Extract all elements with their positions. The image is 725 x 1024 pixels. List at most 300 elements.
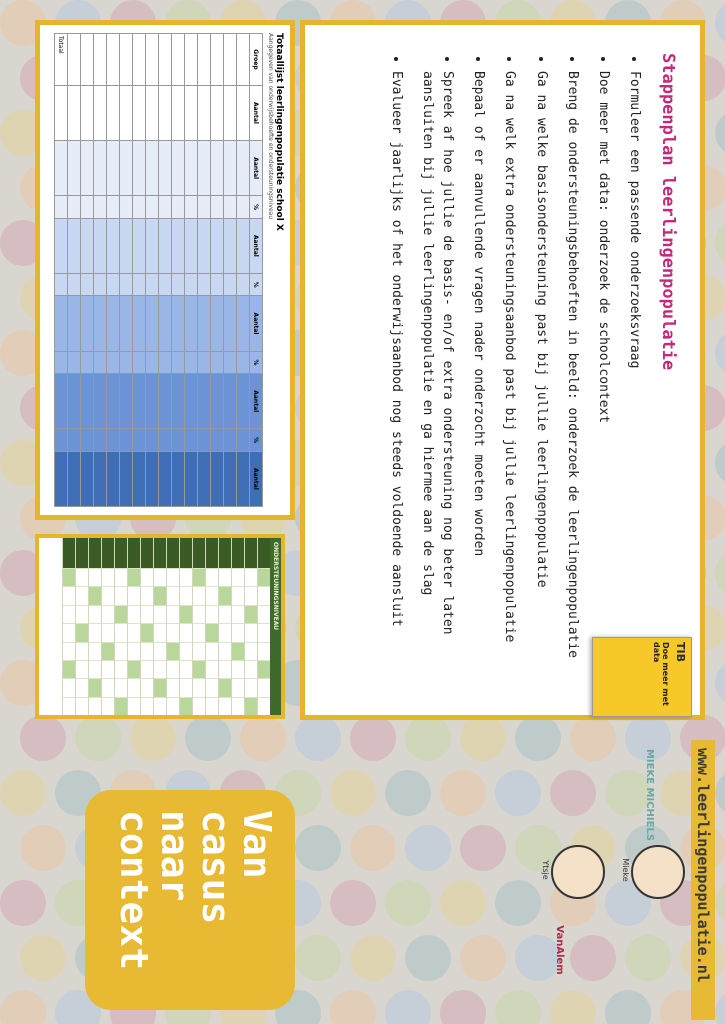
table-cell	[68, 374, 81, 429]
overview-cell	[180, 623, 192, 641]
overview-row	[101, 538, 114, 715]
overview-cell	[258, 605, 270, 623]
overview-row-label	[141, 538, 153, 568]
overview-cell	[63, 660, 75, 678]
table-cell	[120, 451, 133, 506]
overview-cell	[193, 605, 205, 623]
table-cell	[211, 141, 224, 196]
table-cell	[107, 374, 120, 429]
avatar-name: Mieke	[621, 858, 630, 882]
table-cell	[55, 451, 68, 506]
table-cell	[237, 273, 250, 296]
table-cell	[237, 196, 250, 219]
table-cell	[237, 374, 250, 429]
table-cell	[55, 196, 68, 219]
overview-cell	[63, 697, 75, 715]
overview-row	[257, 538, 270, 715]
table-cell	[224, 34, 237, 86]
col-pct: %	[250, 351, 263, 374]
overview-cell	[206, 605, 218, 623]
overview-cell	[245, 642, 257, 660]
table-cell	[55, 85, 68, 140]
table-row	[224, 34, 237, 507]
overview-cell	[206, 623, 218, 641]
table-cell	[107, 196, 120, 219]
col-aantal: Aantal	[250, 374, 263, 429]
table-cell	[68, 34, 81, 86]
table-cell	[68, 451, 81, 506]
table-cell	[211, 296, 224, 351]
table-cell	[224, 296, 237, 351]
overview-cell	[154, 586, 166, 604]
table-cell	[133, 218, 146, 273]
overview-cell	[245, 660, 257, 678]
overview-row	[62, 538, 75, 715]
title-line: context	[111, 810, 156, 971]
col-pct: %	[250, 429, 263, 452]
table-row	[68, 34, 81, 507]
steps-title: Stappenplan leerlingenpopulatie	[658, 53, 678, 371]
table-cell	[146, 273, 159, 296]
overview-cell	[141, 586, 153, 604]
overview-cell	[219, 623, 231, 641]
table-cell	[159, 85, 172, 140]
table-cell	[146, 141, 159, 196]
overview-cell	[232, 697, 244, 715]
table-cell	[159, 218, 172, 273]
table-cell	[94, 296, 107, 351]
table-cell	[81, 85, 94, 140]
table-cell	[224, 85, 237, 140]
table-cell	[107, 351, 120, 374]
table-cell	[237, 85, 250, 140]
table-cell	[68, 85, 81, 140]
table-cell	[107, 85, 120, 140]
table-cell	[68, 196, 81, 219]
step-item: • Bepaal of er aanvullende vragen nader onderzocht moeten worden	[468, 71, 488, 687]
logo-text: MIEKE MICHIELS	[644, 748, 655, 842]
overview-row	[244, 538, 257, 715]
overview-cell	[102, 660, 114, 678]
overview-cell	[232, 623, 244, 641]
table-cell	[81, 296, 94, 351]
population-table	[54, 33, 263, 507]
overview-cell	[89, 586, 101, 604]
overview-cell	[258, 697, 270, 715]
table-cell	[237, 218, 250, 273]
table-row	[81, 34, 94, 507]
table-cell	[81, 141, 94, 196]
table-cell	[224, 141, 237, 196]
table-cell	[55, 273, 68, 296]
overview-cell	[167, 660, 179, 678]
overview-cell	[89, 642, 101, 660]
overview-cell	[76, 623, 88, 641]
table-cell	[237, 296, 250, 351]
overview-cell	[76, 660, 88, 678]
table-cell	[81, 374, 94, 429]
table-cell	[68, 351, 81, 374]
table-cell	[107, 218, 120, 273]
overview-cell	[89, 605, 101, 623]
overview-cell	[102, 697, 114, 715]
overview-cell	[167, 568, 179, 586]
overview-cell	[141, 605, 153, 623]
table-row	[55, 34, 68, 507]
overview-header: ONDERSTEUNINGSNIVEAU	[270, 538, 281, 715]
table-cell	[172, 374, 185, 429]
table-cell	[81, 218, 94, 273]
overview-cell	[219, 642, 231, 660]
overview-cell	[180, 660, 192, 678]
logo-text: VanAlem	[554, 925, 565, 975]
overview-row	[179, 538, 192, 715]
overview-cell	[89, 568, 101, 586]
overview-cell	[258, 586, 270, 604]
table-cell	[172, 85, 185, 140]
table-cell	[237, 34, 250, 86]
table-cell	[94, 451, 107, 506]
overview-cell	[154, 623, 166, 641]
overview-cell	[128, 623, 140, 641]
table-cell	[120, 34, 133, 86]
table-cell	[159, 429, 172, 452]
table-cell	[198, 374, 211, 429]
table-cell	[146, 374, 159, 429]
overview-cell	[63, 623, 75, 641]
table-cell	[55, 218, 68, 273]
table-cell	[172, 296, 185, 351]
overview-cell	[219, 660, 231, 678]
overview-cell	[167, 697, 179, 715]
overview-cell	[76, 678, 88, 696]
table-cell	[55, 429, 68, 452]
table-cell	[133, 451, 146, 506]
table-cell	[94, 141, 107, 196]
title-line: naar	[152, 810, 197, 902]
overview-cell	[167, 642, 179, 660]
table-cell	[94, 374, 107, 429]
table-cell	[120, 429, 133, 452]
overview-cell	[63, 605, 75, 623]
overview-cell	[193, 586, 205, 604]
table-cell	[68, 218, 81, 273]
overview-cell	[76, 586, 88, 604]
col-group: Groep	[250, 34, 263, 86]
overview-cell	[141, 623, 153, 641]
table-row	[94, 34, 107, 507]
table-title: Totaallijst leerlingenpopulatie school X	[274, 33, 284, 231]
table-row	[237, 34, 250, 507]
overview-cell	[206, 697, 218, 715]
overview-cell	[232, 642, 244, 660]
table-cell	[146, 34, 159, 86]
table-row	[146, 34, 159, 507]
table-cell	[133, 196, 146, 219]
overview-cell	[115, 605, 127, 623]
overview-row	[205, 538, 218, 715]
table-cell	[133, 273, 146, 296]
table-cell	[107, 34, 120, 86]
table-cell	[133, 34, 146, 86]
step-item: • Breng de ondersteuningsbehoeften in beeld: onderzoek de leerlingenpopulatie	[562, 71, 582, 687]
table-cell	[185, 429, 198, 452]
step-item: • Ga na welk extra ondersteuningsaanbod past bij jullie leerlingenpopulatie	[499, 71, 519, 687]
table-cell	[146, 429, 159, 452]
table-cell	[94, 34, 107, 86]
table-cell	[224, 351, 237, 374]
table-cell	[120, 218, 133, 273]
overview-cell	[180, 586, 192, 604]
support-level-overview	[35, 534, 285, 719]
step-item: • Evalueer jaarlijks of het onderwijsaanbod nog steeds voldoende aansluit	[386, 71, 406, 687]
table-cell	[198, 34, 211, 86]
overview-cell	[180, 697, 192, 715]
overview-row	[192, 538, 205, 715]
overview-cell	[115, 697, 127, 715]
overview-row	[127, 538, 140, 715]
overview-cell	[141, 678, 153, 696]
step-item: • Ga na welke basisondersteuning past bij jullie leerlingenpopulatie	[530, 71, 550, 687]
table-cell	[55, 141, 68, 196]
table-cell	[211, 34, 224, 86]
overview-cell	[128, 697, 140, 715]
table-cell	[172, 273, 185, 296]
overview-cell	[258, 660, 270, 678]
table-cell	[55, 351, 68, 374]
overview-cell	[63, 642, 75, 660]
table-row	[120, 34, 133, 507]
overview-cell	[193, 568, 205, 586]
table-cell	[68, 296, 81, 351]
overview-cell	[115, 642, 127, 660]
overview-cell	[102, 568, 114, 586]
overview-row-label	[128, 538, 140, 568]
overview-cell	[232, 586, 244, 604]
overview-cell	[180, 605, 192, 623]
table-cell	[185, 85, 198, 140]
steps-list	[386, 53, 644, 687]
overview-cell	[219, 678, 231, 696]
overview-cell	[245, 605, 257, 623]
overview-row-label	[193, 538, 205, 568]
overview-cell	[89, 697, 101, 715]
table-cell	[94, 196, 107, 219]
overview-cell	[63, 568, 75, 586]
logo-mieke-michiels	[644, 745, 655, 845]
overview-cell	[154, 697, 166, 715]
table-row	[198, 34, 211, 507]
overview-cell	[193, 623, 205, 641]
table-cell	[133, 141, 146, 196]
table-row	[172, 34, 185, 507]
table-cell	[133, 85, 146, 140]
book-cover-image	[592, 637, 692, 717]
table-cell	[68, 429, 81, 452]
table-cell	[146, 451, 159, 506]
overview-cell	[89, 623, 101, 641]
table-cell	[159, 351, 172, 374]
table-cell	[224, 451, 237, 506]
overview-cell	[128, 568, 140, 586]
table-cell	[107, 429, 120, 452]
overview-cell	[76, 605, 88, 623]
overview-cell	[115, 660, 127, 678]
table-cell	[198, 296, 211, 351]
overview-cell	[245, 586, 257, 604]
overview-cell	[232, 568, 244, 586]
overview-cell	[128, 660, 140, 678]
table-cell	[120, 85, 133, 140]
overview-cell	[102, 586, 114, 604]
table-cell	[55, 296, 68, 351]
overview-cell	[245, 623, 257, 641]
table-cell	[159, 296, 172, 351]
table-cell	[133, 374, 146, 429]
table-cell	[198, 141, 211, 196]
table-cell	[185, 451, 198, 506]
table-cell	[211, 196, 224, 219]
table-total-label: Totaal	[55, 34, 68, 86]
overview-cell	[193, 642, 205, 660]
table-cell	[198, 196, 211, 219]
col-aantal: Aantal	[250, 218, 263, 273]
col-aantal: Aantal	[250, 85, 263, 140]
overview-row-label	[206, 538, 218, 568]
website-url[interactable]: www.leerlingenpopulatie.nl	[691, 740, 715, 1020]
overview-cell	[76, 568, 88, 586]
table-cell	[94, 85, 107, 140]
step-item: • Doe meer met data: onderzoek de schoolcontext	[593, 71, 613, 687]
table-cell	[185, 218, 198, 273]
table-cell	[159, 273, 172, 296]
overview-cell	[232, 678, 244, 696]
table-cell	[146, 196, 159, 219]
overview-cell	[219, 697, 231, 715]
overview-cell	[219, 586, 231, 604]
col-pct: %	[250, 273, 263, 296]
table-cell	[133, 351, 146, 374]
overview-cell	[102, 605, 114, 623]
table-cell	[172, 429, 185, 452]
table-cell	[172, 218, 185, 273]
overview-rows	[62, 538, 270, 715]
table-cell	[146, 296, 159, 351]
table-cell	[94, 351, 107, 374]
table-body	[55, 34, 250, 507]
overview-cell	[193, 697, 205, 715]
overview-row	[114, 538, 127, 715]
table-cell	[211, 351, 224, 374]
overview-cell	[141, 642, 153, 660]
table-cell	[120, 273, 133, 296]
table-cell	[211, 273, 224, 296]
overview-cell	[154, 660, 166, 678]
overview-cell	[245, 568, 257, 586]
overview-cell	[76, 697, 88, 715]
step-item: • Spreek af hoe jullie de basis- en/of extra ondersteuning nog beter laten aansluiten bij jullie leerlingenpopulatie en ga hiermee aan de slag	[417, 71, 457, 687]
table-cell	[185, 141, 198, 196]
overview-row	[75, 538, 88, 715]
book-title: Doe meer met data	[652, 642, 670, 706]
table-cell	[107, 273, 120, 296]
overview-cell	[206, 642, 218, 660]
overview-cell	[154, 568, 166, 586]
overview-row	[153, 538, 166, 715]
table-cell	[224, 273, 237, 296]
table-cell	[185, 351, 198, 374]
table-cell	[185, 296, 198, 351]
overview-row	[231, 538, 244, 715]
title-line: Van	[235, 810, 279, 879]
table-cell	[185, 273, 198, 296]
overview-cell	[89, 660, 101, 678]
table-cell	[94, 273, 107, 296]
table-cell	[120, 374, 133, 429]
table-cell	[107, 141, 120, 196]
table-cell	[120, 141, 133, 196]
table-cell	[198, 429, 211, 452]
table-cell	[55, 374, 68, 429]
overview-cell	[167, 623, 179, 641]
overview-row-label	[219, 538, 231, 568]
overview-cell	[245, 678, 257, 696]
table-cell	[146, 218, 159, 273]
table-cell	[198, 351, 211, 374]
table-cell	[159, 451, 172, 506]
overview-cell	[141, 568, 153, 586]
overview-cell	[128, 605, 140, 623]
overview-row-label	[245, 538, 257, 568]
overview-cell	[232, 660, 244, 678]
overview-row	[218, 538, 231, 715]
step-item: • Formuleer een passende onderzoeksvraag	[624, 71, 644, 687]
table-cell	[211, 451, 224, 506]
overview-cell	[154, 642, 166, 660]
overview-cell	[89, 678, 101, 696]
avatar-name: Ytsje	[541, 860, 550, 880]
overview-cell	[206, 678, 218, 696]
overview-row-label	[76, 538, 88, 568]
col-aantal: Aantal	[250, 141, 263, 196]
table-cell	[107, 296, 120, 351]
overview-cell	[102, 623, 114, 641]
table-cell	[211, 374, 224, 429]
overview-cell	[180, 568, 192, 586]
overview-cell	[128, 678, 140, 696]
table-cell	[172, 141, 185, 196]
col-pct: %	[250, 196, 263, 219]
overview-cell	[193, 678, 205, 696]
overview-cell	[206, 586, 218, 604]
overview-cell	[193, 660, 205, 678]
table-cell	[81, 34, 94, 86]
table-row	[211, 34, 224, 507]
overview-cell	[128, 586, 140, 604]
table-cell	[81, 429, 94, 452]
table-cell	[159, 141, 172, 196]
overview-cell	[245, 697, 257, 715]
overview-row-label	[63, 538, 75, 568]
overview-cell	[102, 642, 114, 660]
population-table-panel	[35, 20, 295, 520]
overview-cell	[141, 697, 153, 715]
table-cell	[94, 218, 107, 273]
table-cell	[159, 374, 172, 429]
table-cell	[198, 451, 211, 506]
steps-panel	[300, 20, 705, 720]
table-cell	[198, 85, 211, 140]
